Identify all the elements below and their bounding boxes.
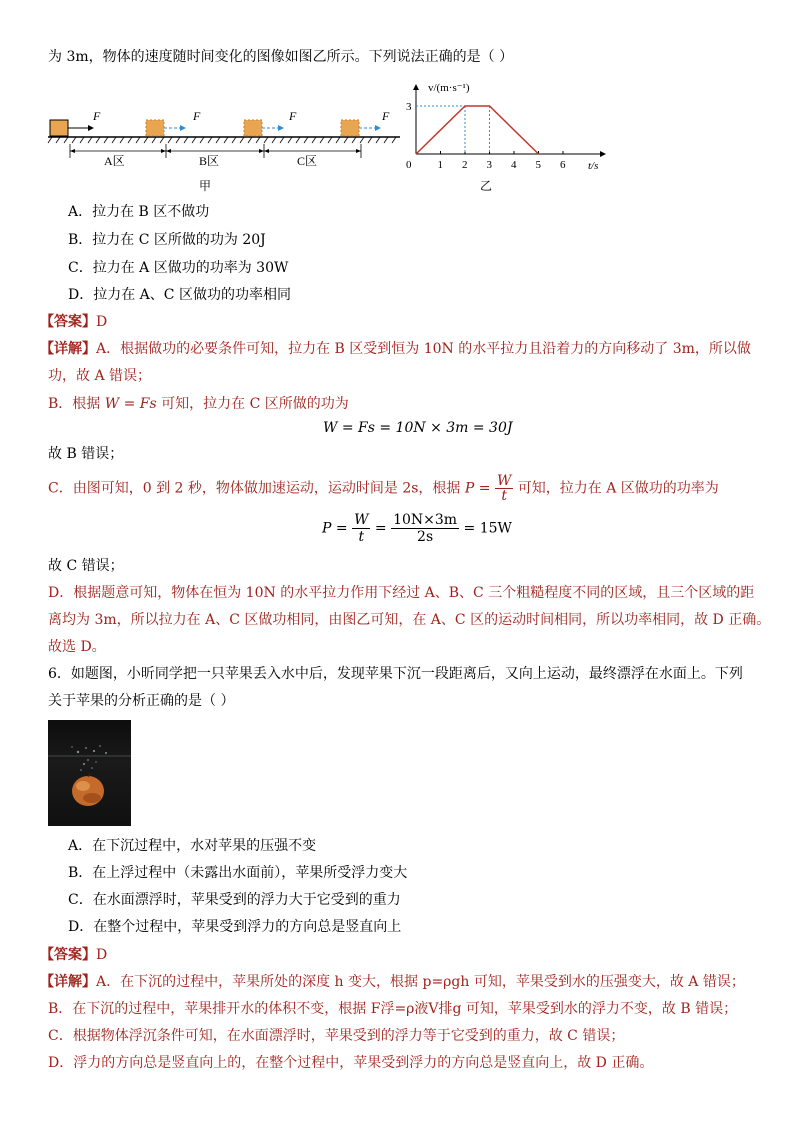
q5-c1-lhs: P = [464,480,491,497]
block-dashed-2 [244,120,262,136]
x-axis-arrow [600,151,606,157]
q6-option-d: D．在整个过程中，苹果受到浮力的方向总是竖直向上 [68,919,402,935]
force-label-1: F [93,109,101,123]
force-label-4: F [382,109,390,123]
q5-detail-c-equation [322,512,512,545]
q5-stem: 为 3m，物体的速度随时间变化的图像如图乙所示。下列说法正确的是（ ） [48,49,514,65]
q5-option-b: B．拉力在 C 区所做的功为 20J [68,232,266,248]
q5-detail-a1-text: A．根据做功的必要条件可知，拉力在 B 区受到恒为 10N 的水平拉力且沿着力的方向移动了 3m，所以做 [96,341,751,357]
x-tick-label: 5 [535,159,541,171]
q5-c-eq-frac1 [352,512,370,545]
block-dashed-3 [341,120,359,136]
q5-detail-a1 [40,339,751,359]
apple-shadow [83,793,101,803]
q6-stem-line2: 关于苹果的分析正确的是（ ） [48,693,235,709]
q5-detail-b1-pre: B．根据 [48,396,101,412]
figure-jia [44,100,404,195]
q6-detail-c: C．根据物体浮沉条件可知，在水面漂浮时，苹果受到的浮力等于它受到的重力，故 C 错误； [48,1028,625,1044]
fig-yi-caption: 乙 [480,179,493,193]
q5-option-d: D．拉力在 A、C 区做功的功率相同 [68,287,291,303]
q5-answer [40,312,107,332]
q5-detail-c-end: 故 C 错误； [48,558,124,574]
y-axis-arrow [413,84,419,90]
q5-option-c: C．拉力在 A 区做功的功率为 30W [68,260,289,276]
q6-detail-b: B．在下沉的过程中，苹果排开水的体积不变，根据 F浮=ρ液V排g 可知，苹果受到水的浮力不变，故 B 错误； [48,1001,738,1017]
q5-detail-b-equation: W = Fs = 10N × 3m = 30J [323,420,513,436]
force-arrowhead-dashed-2 [278,125,284,131]
vt-series-line [416,106,539,154]
q6-answer [40,945,107,965]
q5-answer-label: 【答案】 [40,314,96,330]
q5-detail-d3: 故选 D。 [48,639,106,655]
q5-detail-c1-post: 可知，拉力在 A 区做功的功率为 [517,480,719,497]
x-tick-label: 6 [560,159,566,171]
q6-option-b: B．在上浮过程中（未露出水面前），苹果所受浮力变大 [68,865,408,881]
force-label-3: F [289,109,297,123]
q5-detail-label: 【详解】 [40,341,96,357]
zone-c-label: C区 [297,154,318,168]
q5-detail-c1-pre: C．由图可知，0 到 2 秒，物体做加速运动，运动时间是 2s，根据 [48,480,461,497]
q5-c-eq-frac2 [391,512,459,545]
q5-detail-b1-formula: W = Fs [104,396,157,412]
x-tick-label: 1 [437,159,443,171]
figure-yi [400,78,610,196]
q6-detail-label: 【详解】 [40,974,96,990]
q5-detail-d2: 离均为 3m，所以拉力在 A、C 区做功相同，由图乙可知，在 A、C 区的运动时间相同，所以功率相同，故 D 正确。 [48,612,771,628]
q5-detail-b-end: 故 B 错误； [48,446,124,462]
q5-c-eq-num2: 10N×3m [393,512,458,528]
q5-c-eq-mid: = [374,520,387,537]
block-dashed-1 [146,120,164,136]
apple-highlight [76,781,90,791]
q6-detail-a [40,972,745,992]
fig-jia-caption: 甲 [199,179,212,193]
q6-stem-line1: 6．如题图，小昕同学把一只苹果丢入水中后，发现苹果下沉一段距离后，又向上运动，最终漂浮在水面上。下列 [48,666,743,682]
q5-answer-value: D [96,314,108,330]
q5-detail-c1-formula [465,474,513,503]
block-start [50,120,68,136]
apple-in-water-photo [48,720,131,826]
q5-c-eq-result: = 15W [463,520,512,537]
force-arrowhead-dashed-3 [375,125,381,131]
zone-b-label: B区 [199,154,220,168]
q6-detail-a-text: A．在下沉的过程中，苹果所处的深度 h 变大，根据 p=ρgh 可知，苹果受到水的压强变大，故 A 错误； [96,974,745,990]
force-arrowhead [88,125,94,131]
origin-label: 0 [406,159,412,171]
x-tick-label: 4 [511,159,517,171]
x-axis-label: t/s [588,160,599,172]
q5-c-eq-lhs: P = [322,520,348,537]
y-tick-label: 3 [406,101,412,113]
q5-c1-fraction [495,474,513,503]
q5-c-eq-den2: 2s [417,529,434,545]
q5-detail-b1-post: 可知，拉力在 C 区所做的功为 [161,396,349,412]
q5-detail-a2: 功，故 A 错误； [48,368,152,384]
ground-hatch [48,137,396,143]
q5-c-eq-num1: W [354,512,369,528]
q6-detail-d: D．浮力的方向总是竖直向上的，在整个过程中，苹果受到浮力的方向总是竖直向上，故 D 正确。 [48,1055,654,1071]
q5-c1-den: t [501,488,507,504]
q5-option-a: A．拉力在 B 区不做功 [68,204,210,220]
q6-answer-value: D [96,947,108,963]
q5-c1-num: W [496,473,512,489]
q6-answer-label: 【答案】 [40,947,96,963]
q5-c-eq-den1: t [358,529,365,545]
force-arrowhead-dashed-1 [180,125,186,131]
q6-option-a: A．在下沉过程中，水对苹果的压强不变 [68,838,317,854]
zone-a-label: A区 [104,154,125,168]
force-label-2: F [193,109,201,123]
q5-detail-c1 [48,474,719,503]
x-tick-label: 2 [462,159,468,171]
apple-photo-art [48,720,131,826]
x-tick-label: 3 [486,159,492,171]
q5-detail-b1 [48,394,349,414]
q6-option-c: C．在水面漂浮时，苹果受到的浮力大于它受到的重力 [68,892,401,908]
y-axis-label: v/(m·s⁻¹) [428,82,470,94]
q5-detail-d1: D．根据题意可知，物体在恒为 10N 的水平拉力作用下经过 A、B、C 三个粗糙程度不同的区域，且三个区域的距 [48,585,755,601]
splash-droplets [71,745,107,771]
